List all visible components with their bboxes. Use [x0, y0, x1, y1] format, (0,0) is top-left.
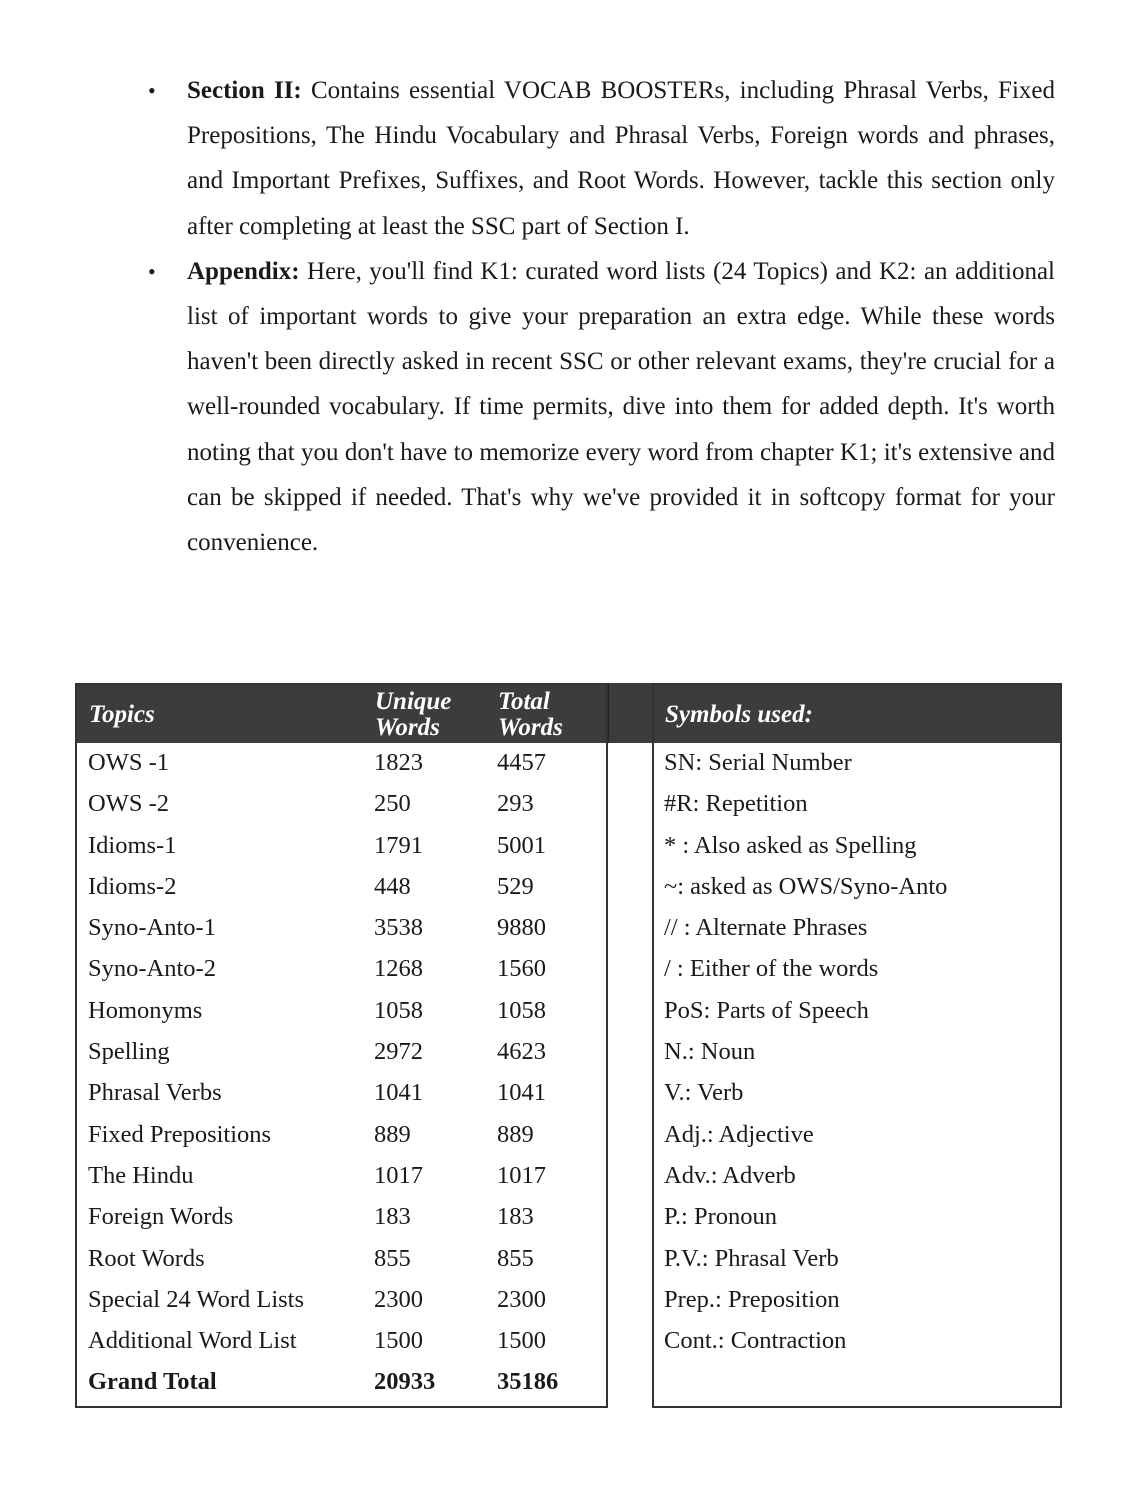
- unique-cell: 855: [374, 1244, 411, 1272]
- topic-cell: Spelling: [88, 1038, 170, 1066]
- table-row: [77, 951, 606, 992]
- topic-cell: Syno-Anto-2: [88, 955, 216, 983]
- table-row: [77, 1034, 606, 1075]
- bullet-text: Here, you'll find K1: curated word lists (24 Topics) and K2: an additional list of important words to give your preparation an extra edge. While these words haven't been directly asked in recent SSC or other relevant exams, they're crucial for a well-rounded vocabulary. If time permits, dive into them for added depth. It's worth noting that you don't have to memorize every word from chapter K1; it's extensive and can be skipped if needed. That's why we've provided it in softcopy format for your convenience.: [187, 257, 1055, 557]
- table-row: [77, 1323, 606, 1364]
- bullet-text: Contains essential VOCAB BOOSTERs, including Phrasal Verbs, Fixed Prepositions, The Hindu Vocabulary and Phrasal Verbs, Foreign words and phrases, and Important Prefixes, Suffixes, and Root Words. However, tackle this section only after completing at least the SSC part of Section I.: [187, 77, 1055, 240]
- total-cell: 183: [497, 1203, 534, 1231]
- topic-cell: Idioms-1: [88, 831, 177, 859]
- bullet-dot-icon: •: [148, 78, 156, 103]
- bullet-appendix: [140, 249, 1055, 565]
- table-row: [77, 1158, 606, 1199]
- topic-cell: Homonyms: [88, 996, 203, 1024]
- topic-cell: Phrasal Verbs: [88, 1079, 222, 1107]
- divider: [608, 683, 609, 743]
- topic-cell: Grand Total: [88, 1368, 217, 1396]
- symbol-text: N.: Noun: [664, 1038, 756, 1066]
- table-row: [77, 993, 606, 1034]
- table-row: [77, 745, 606, 786]
- header-total-words: [498, 685, 563, 745]
- symbol-text: ~: asked as OWS/Syno-Anto: [664, 872, 948, 900]
- unique-cell: 1041: [374, 1079, 423, 1107]
- symbol-item: [654, 1323, 1060, 1364]
- unique-cell: 1791: [374, 831, 423, 859]
- table-row: [77, 869, 606, 910]
- table-row: [77, 1282, 606, 1323]
- total-cell: 1058: [497, 996, 546, 1024]
- topic-cell: Idioms-2: [88, 872, 177, 900]
- tables-area: [75, 683, 1062, 1408]
- grand-total-row: [77, 1364, 606, 1405]
- unique-cell: 2300: [374, 1285, 423, 1313]
- header-symbols-used: Symbols used:: [665, 701, 813, 728]
- symbols-rows: [654, 745, 1060, 1364]
- symbol-item: [654, 1241, 1060, 1282]
- topic-cell: Fixed Prepositions: [88, 1120, 272, 1148]
- symbol-item: [654, 1117, 1060, 1158]
- unique-cell: 250: [374, 790, 411, 818]
- symbol-text: Adv.: Adverb: [664, 1161, 796, 1189]
- symbol-text: Prep.: Preposition: [664, 1285, 840, 1313]
- symbol-item: [654, 951, 1060, 992]
- symbol-text: SN: Serial Number: [664, 749, 852, 776]
- unique-cell: 1017: [374, 1161, 423, 1189]
- topics-table: [75, 683, 608, 1408]
- header-total-line2: Words: [498, 714, 563, 741]
- symbol-item: [654, 910, 1060, 951]
- header-unique-words: [375, 685, 451, 745]
- total-cell: 889: [497, 1120, 534, 1148]
- unique-cell: 3538: [374, 914, 423, 942]
- symbol-item: [654, 1075, 1060, 1116]
- unique-cell: 1823: [374, 749, 423, 776]
- unique-cell: 1500: [374, 1327, 423, 1355]
- symbol-item: [654, 1199, 1060, 1240]
- topic-cell: OWS -1: [88, 749, 169, 776]
- topic-cell: Syno-Anto-1: [88, 914, 216, 942]
- table-row: [77, 828, 606, 869]
- table-row: [77, 910, 606, 951]
- symbol-item: [654, 1158, 1060, 1199]
- unique-cell: 1058: [374, 996, 423, 1024]
- header-unique-line2: Words: [375, 714, 440, 741]
- symbol-item: [654, 993, 1060, 1034]
- header-topics: Topics: [89, 701, 155, 728]
- symbol-item: [654, 828, 1060, 869]
- total-cell: 9880: [497, 914, 546, 942]
- total-cell: 4623: [497, 1038, 546, 1066]
- total-cell: 2300: [497, 1285, 546, 1313]
- symbol-item: [654, 786, 1060, 827]
- unique-cell: 2972: [374, 1038, 423, 1066]
- total-cell: 1560: [497, 955, 546, 983]
- total-cell: 1041: [497, 1079, 546, 1107]
- symbol-text: V.: Verb: [664, 1079, 744, 1107]
- bullet-label: Appendix:: [187, 257, 300, 285]
- symbols-table: [652, 683, 1062, 1408]
- table-row: [77, 1199, 606, 1240]
- symbol-text: * : Also asked as Spelling: [664, 831, 917, 859]
- total-cell: 35186: [497, 1368, 559, 1396]
- symbol-text: // : Alternate Phrases: [664, 914, 868, 942]
- topic-cell: OWS -2: [88, 790, 169, 818]
- topics-rows: [77, 745, 606, 1406]
- table-row: [77, 786, 606, 827]
- topic-cell: Additional Word List: [88, 1327, 297, 1355]
- topic-cell: Foreign Words: [88, 1203, 234, 1231]
- table-row: [77, 1117, 606, 1158]
- bullet-section-ii: [140, 68, 1055, 249]
- total-cell: 529: [497, 872, 534, 900]
- total-cell: 1500: [497, 1327, 546, 1355]
- total-cell: 5001: [497, 831, 546, 859]
- header-unique-line1: Unique: [375, 688, 452, 715]
- symbol-text: PoS: Parts of Speech: [664, 996, 869, 1024]
- table-row: [77, 1241, 606, 1282]
- unique-cell: 1268: [374, 955, 423, 983]
- bullet-label: Section II:: [187, 77, 302, 104]
- symbol-text: / : Either of the words: [664, 955, 879, 983]
- symbol-text: #R: Repetition: [664, 790, 808, 818]
- unique-cell: 183: [374, 1203, 411, 1231]
- topic-cell: Root Words: [88, 1244, 205, 1272]
- unique-cell: 20933: [374, 1368, 436, 1396]
- symbol-text: P.V.: Phrasal Verb: [664, 1244, 839, 1272]
- symbol-text: P.: Pronoun: [664, 1203, 778, 1231]
- symbol-text: Cont.: Contraction: [664, 1327, 847, 1355]
- bullet-list: [140, 68, 1055, 565]
- total-cell: 4457: [497, 749, 546, 776]
- symbol-item: [654, 745, 1060, 786]
- symbol-item: [654, 1034, 1060, 1075]
- table-row: [77, 1075, 606, 1116]
- total-cell: 1017: [497, 1161, 546, 1189]
- total-cell: 293: [497, 790, 534, 818]
- total-cell: 855: [497, 1244, 534, 1272]
- topic-cell: The Hindu: [88, 1161, 194, 1189]
- header-total-line1: Total: [498, 688, 550, 715]
- symbol-item: [654, 869, 1060, 910]
- bullet-dot-icon: •: [148, 258, 156, 284]
- unique-cell: 448: [374, 872, 411, 900]
- symbol-item: [654, 1282, 1060, 1323]
- symbol-text: Adj.: Adjective: [664, 1120, 814, 1148]
- unique-cell: 889: [374, 1120, 411, 1148]
- topic-cell: Special 24 Word Lists: [88, 1285, 305, 1313]
